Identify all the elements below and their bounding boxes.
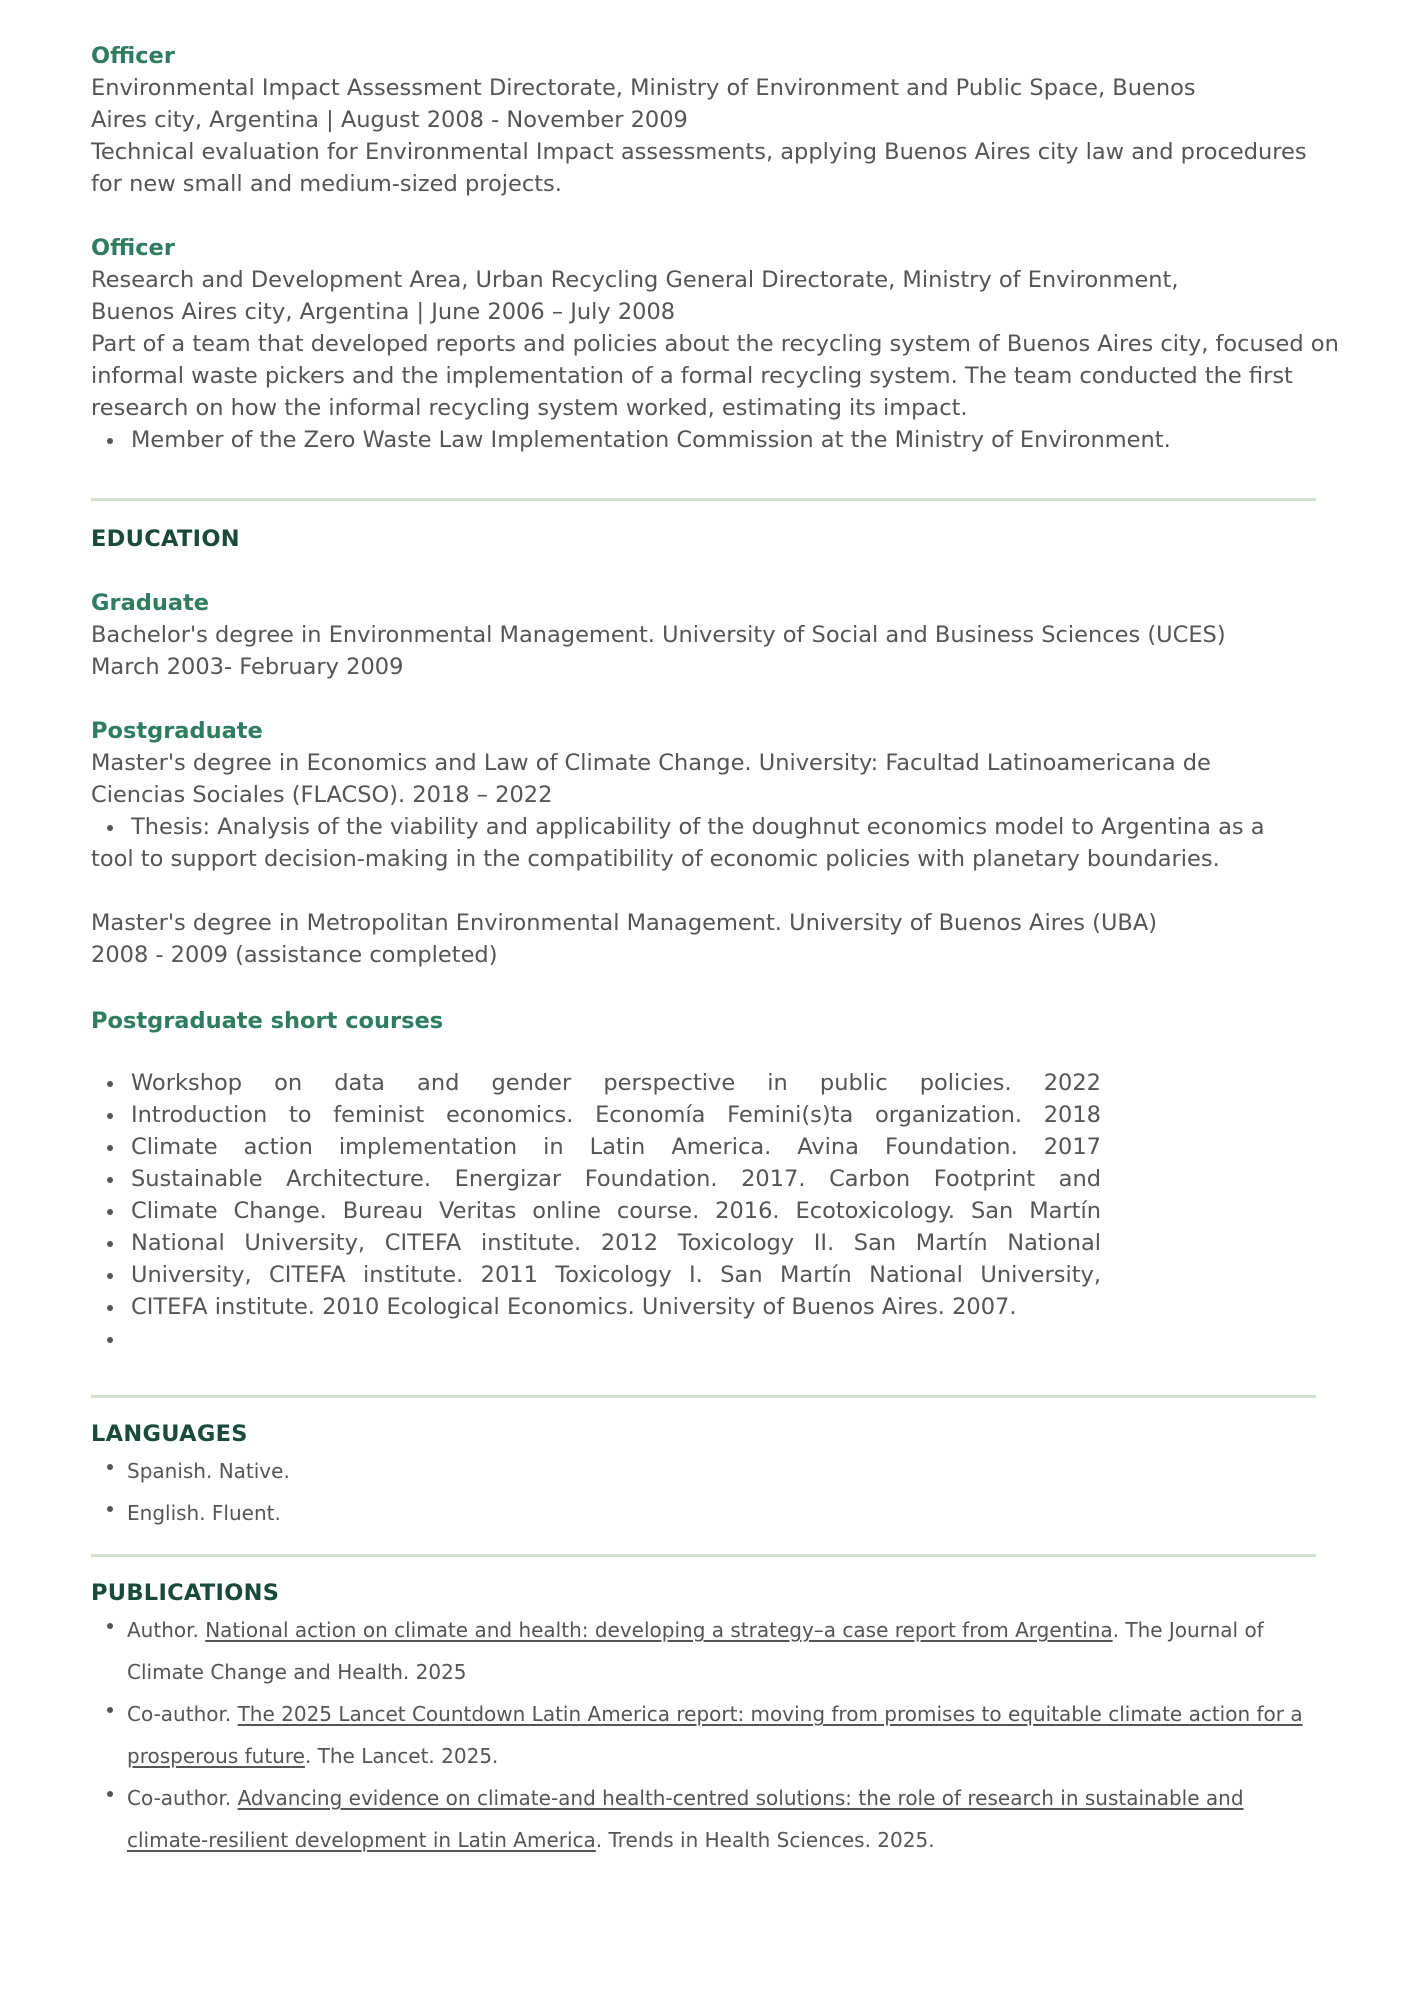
section-title-languages: LANGUAGES [91, 1421, 248, 1447]
course-item [91, 1323, 1401, 1355]
job-description: Part of a team that developed reports and policies about the recycling system of Buenos Aires city, focused on [91, 331, 1339, 357]
publication-source: . Trends in Health Sciences. 2025. [595, 1828, 935, 1852]
course-item: Climate action implementation in Latin America. Avina Foundation. 2017 [91, 1131, 1101, 1163]
course-item: National University, CITEFA institute. 2012 Toxicology II. San Martín National [91, 1227, 1101, 1259]
job-title: Officer [91, 43, 175, 69]
publication-item [91, 1609, 1327, 1693]
publication-item [91, 1777, 1327, 1861]
course-item: University, CITEFA institute. 2011 Toxicology I. San Martín National University, [91, 1259, 1101, 1291]
job-bullet: Member of the Zero Waste Law Implementation Commission at the Ministry of Environment. [91, 424, 1401, 456]
experience-entry [91, 40, 1401, 200]
education-heading: Graduate [91, 590, 210, 616]
publication-source: . The Lancet. 2025. [304, 1744, 499, 1768]
degree-text: Bachelor's degree in Environmental Management. University of Social and Business Sciences (UCES) [91, 622, 1226, 648]
publication-role: Author. [127, 1618, 206, 1642]
job-organization: Research and Development Area, Urban Recycling General Directorate, Ministry of Environment, [91, 267, 1179, 293]
publication-list [91, 1609, 1401, 1861]
degree-text: Master's degree in Metropolitan Environmental Management. University of Buenos Aires (UBA) [91, 910, 1158, 936]
degree-text: Master's degree in Economics and Law of Climate Change. University: Facultad Latinoamericana de [91, 750, 1211, 776]
education-graduate [91, 587, 1401, 683]
section-title-publications: PUBLICATIONS [91, 1580, 280, 1606]
thesis-text: tool to support decision-making in the compatibility of economic policies with planetary boundaries. [91, 846, 1220, 872]
publication-item [91, 1693, 1327, 1777]
course-item: CITEFA institute. 2010 Ecological Economics. University of Buenos Aires. 2007. [91, 1291, 1101, 1323]
publication-link[interactable]: National action on climate and health: developing a strategy–a case report from Argentina [205, 1618, 1113, 1642]
degree-text: Ciencias Sociales (FLACSO). 2018 – 2022 [91, 782, 553, 808]
education-postgraduate [91, 715, 1401, 971]
publication-source: . The Journal of Climate Change and Health. 2025 [127, 1618, 1264, 1684]
thesis-text: Thesis: Analysis of the viability and applicability of the doughnut economics model to Argentina as a [91, 811, 1401, 843]
publication-role: Co-author. [127, 1702, 238, 1726]
publication-link[interactable]: Advancing evidence on climate-and health-centred solutions: the role of research in sustainable and climate-resilient development in Latin America [127, 1786, 1244, 1852]
language-item: English. Fluent. [91, 1492, 1401, 1534]
degree-dates: March 2003- February 2009 [91, 654, 404, 680]
section-title-education: EDUCATION [91, 526, 240, 552]
education-courses [91, 1005, 1401, 1355]
job-description: for new small and medium-sized projects. [91, 171, 562, 197]
job-organization: Aires city, Argentina | August 2008 - November 2009 [91, 107, 688, 133]
publication-role: Co-author. [127, 1786, 238, 1810]
language-list [91, 1450, 1401, 1534]
job-description: informal waste pickers and the implementation of a formal recycling system. The team conducted the first [91, 363, 1293, 389]
language-item: Spanish. Native. [91, 1450, 1401, 1492]
course-list [91, 1067, 1401, 1355]
education-heading: Postgraduate short courses [91, 1008, 444, 1034]
job-bullets [91, 424, 1401, 456]
course-item: Workshop on data and gender perspective in public policies. 2022 [91, 1067, 1101, 1099]
education-heading: Postgraduate [91, 718, 263, 744]
job-title: Officer [91, 235, 175, 261]
resume-page [91, 40, 1401, 1861]
experience-entry [91, 232, 1401, 456]
course-item: Sustainable Architecture. Energizar Foundation. 2017. Carbon Footprint and [91, 1163, 1101, 1195]
degree-dates: 2008 - 2009 (assistance completed) [91, 942, 498, 968]
job-description: research on how the informal recycling system worked, estimating its impact. [91, 395, 968, 421]
job-organization: Environmental Impact Assessment Directorate, Ministry of Environment and Public Space, Buenos [91, 75, 1196, 101]
course-item: Introduction to feminist economics. Economía Femini(s)ta organization. 2018 [91, 1099, 1101, 1131]
publication-link[interactable]: The 2025 Lancet Countdown Latin America report: moving from promises to equitable climate action for a prosperous future [127, 1702, 1303, 1768]
job-organization: Buenos Aires city, Argentina | June 2006 – July 2008 [91, 299, 676, 325]
course-item: Climate Change. Bureau Veritas online course. 2016. Ecotoxicology. San Martín [91, 1195, 1101, 1227]
job-description: Technical evaluation for Environmental Impact assessments, applying Buenos Aires city law and procedures [91, 139, 1307, 165]
